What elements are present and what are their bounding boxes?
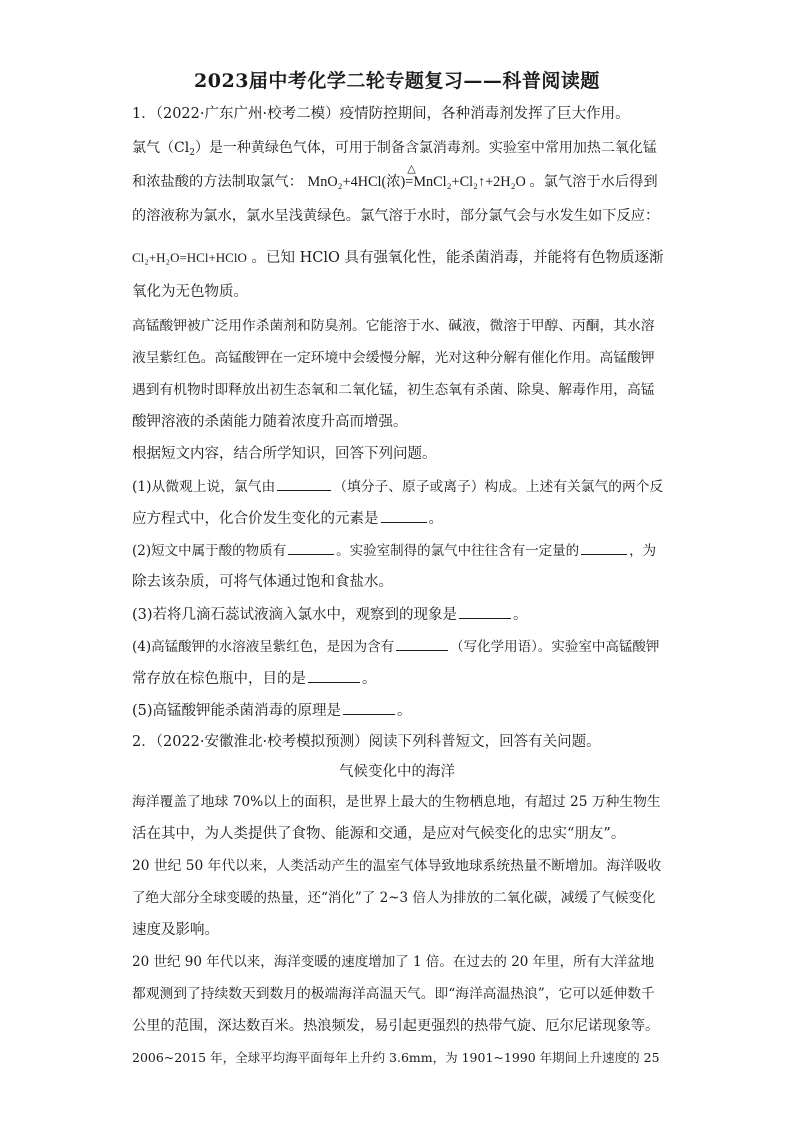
equals-sign: = <box>405 174 414 190</box>
q1-subquestion-4-cont <box>132 668 662 689</box>
article-title: 气候变化中的海洋 <box>339 764 455 780</box>
text-fragment: 。 <box>513 607 528 623</box>
answer-blank[interactable] <box>288 540 334 555</box>
q2-paragraph-line: 20 世纪 90 年代以来，海洋变暖的速度增加了 1 倍。在过去的 20 年里，所有大洋盆地 <box>132 954 655 970</box>
heat-condition <box>405 163 416 192</box>
q2-paragraph-line: 2006~2015 年，全球平均海平面每年上升约 3.6mm，为 1901~1990 年期间上升速度的 25 <box>132 1050 660 1065</box>
q1-paragraph-line: 高锰酸钾被广泛用作杀菌剂和防臭剂。它能溶于水、碱液，微溶于甲醇、丙酮，其水溶 <box>132 318 655 334</box>
text-fragment: 。氯气溶于水后得到 <box>529 174 658 190</box>
q2-header: 2．（2022·安徽淮北·校考模拟预测）阅读下列科普短文，回答有关问题。 <box>132 734 601 750</box>
text-fragment: 氯气（Cl <box>132 140 190 156</box>
q1-paragraph-line: 遇到有机物时即释放出初生态氧和二氧化锰，初生态氧有杀菌、除臭、解毒作用，高锰 <box>132 382 655 398</box>
q1-subquestion-2 <box>132 540 662 561</box>
answer-blank[interactable] <box>308 668 360 683</box>
q1-subquestion-1-cont <box>132 508 662 529</box>
answer-blank[interactable] <box>396 636 448 651</box>
q1-header: 1．（2022·广东广州·校考二模）疫情防控期间，各种消毒剂发挥了巨大作用。 <box>132 106 630 122</box>
text-fragment: ）是一种黄绿色气体，可用于制备含氯消毒剂。实验室中常用加热二氧化锰 <box>194 140 657 156</box>
q2-paragraph-line: 海洋覆盖了地球 70%以上的面积，是世界上最大的生物栖息地，有超过 25 万种生物生 <box>132 794 661 810</box>
text-fragment: 。实验室制得的氯气中往往含有一定量的 <box>336 543 580 559</box>
q1-paragraph-line: 酸钾溶液的杀菌能力随着浓度升高而增强。 <box>132 414 408 430</box>
text-fragment: (3)若将几滴石蕊试液滴入氯水中，观察到的现象是 <box>132 607 458 623</box>
q1-paragraph-line <box>132 248 662 268</box>
text-fragment: 。 <box>397 703 412 719</box>
q1-paragraph-line: 的溶液称为氯水，氯水呈浅黄绿色。氯气溶于水时，部分氯气会与水发生如下反应： <box>132 208 660 224</box>
page-title: 2023届中考化学二轮专题复习——科普阅读题 <box>194 70 600 92</box>
q2-paragraph-line: 都观测到了持续数天到数月的极端海洋高温天气。即“海洋高温热浪”，它可以延伸数千 <box>132 986 655 1002</box>
q2-paragraph-line: 速度及影响。 <box>132 922 219 938</box>
equation-reactants: MnO₂+4HCl(浓) <box>307 174 406 190</box>
text-fragment: （填分子、原子或离子）构成。上述有关氯气的两个反 <box>333 479 664 495</box>
answer-blank[interactable] <box>459 604 511 619</box>
q2-paragraph-line: 20 世纪 50 年代以来，人类活动产生的温室气体导致地球系统热量不断增加。海洋吸收 <box>132 858 662 874</box>
text-fragment: (1)从微观上说，氯气由 <box>132 479 276 495</box>
q2-paragraph-line: 公里的范围，深达数百米。热浪频发，易引起更强烈的热带气旋、厄尔尼诺现象等。 <box>132 1018 660 1034</box>
answer-blank[interactable] <box>381 508 427 523</box>
text-fragment: 应方程式中，化合价发生变化的元素是 <box>132 511 379 527</box>
equation-1 <box>307 163 530 190</box>
q1-subquestion-3 <box>132 604 662 625</box>
q2-paragraph-line: 活在其中，为人类提供了食物、能源和交通，是应对气候变化的忠实“朋友”。 <box>132 826 626 842</box>
answer-blank[interactable] <box>343 700 395 715</box>
q1-subquestion-5 <box>132 700 662 721</box>
text-fragment: ，为 <box>629 543 657 559</box>
answer-blank[interactable] <box>277 476 331 491</box>
q1-paragraph-line: 液呈紫红色。高锰酸钾在一定环境中会缓慢分解，光对这种分解有催化作用。高锰酸钾 <box>132 350 655 366</box>
text-fragment: 和浓盐酸的方法制取氯气： <box>132 174 304 190</box>
text-fragment: (5)高锰酸钾能杀菌消毒的原理是 <box>132 703 342 719</box>
text-fragment: 常存放在棕色瓶中，目的是 <box>132 671 306 687</box>
text-fragment: 。已知 HClO 具有强氧化性，能杀菌消毒，并能将有色物质逐渐 <box>251 250 664 266</box>
q1-subquestion-4 <box>132 636 662 657</box>
q1-paragraph-line: 氯气$(Cl_2)$是一种黄绿色气体，可用于制备含氯消毒剂。实验室中常用加热二氧化锰 <box>132 140 657 158</box>
q1-paragraph-line: 氧化为无色物质。 <box>132 284 248 300</box>
q1-subquestion-2-cont: 除去该杂质，可将气体通过饱和食盐水。 <box>132 574 393 590</box>
text-fragment: 。 <box>362 671 377 687</box>
delta-symbol: △ <box>407 163 416 175</box>
q1-subquestion-1 <box>132 476 662 497</box>
q1-instruction: 根据短文内容，结合所学知识，回答下列问题。 <box>132 446 437 462</box>
text-fragment: （写化学用语）。实验室中高锰酸钾 <box>450 639 660 655</box>
text-fragment: (2)短文中属于酸的物质有 <box>132 543 287 559</box>
text-fragment: 。 <box>428 511 443 527</box>
equation-products: MnCl₂+Cl₂↑+2H₂O <box>413 174 526 190</box>
q2-paragraph-line: 了绝大部分全球变暖的热量，还“消化”了 2~3 倍人为排放的二氧化碳，减缓了气候变化 <box>132 890 656 906</box>
equation-2: Cl₂+H₂O=HCl+HClO <box>132 250 247 265</box>
q1-paragraph-line <box>132 163 662 192</box>
answer-blank[interactable] <box>581 540 627 555</box>
text-fragment: (4)高锰酸钾的水溶液呈紫红色，是因为含有 <box>132 639 395 655</box>
